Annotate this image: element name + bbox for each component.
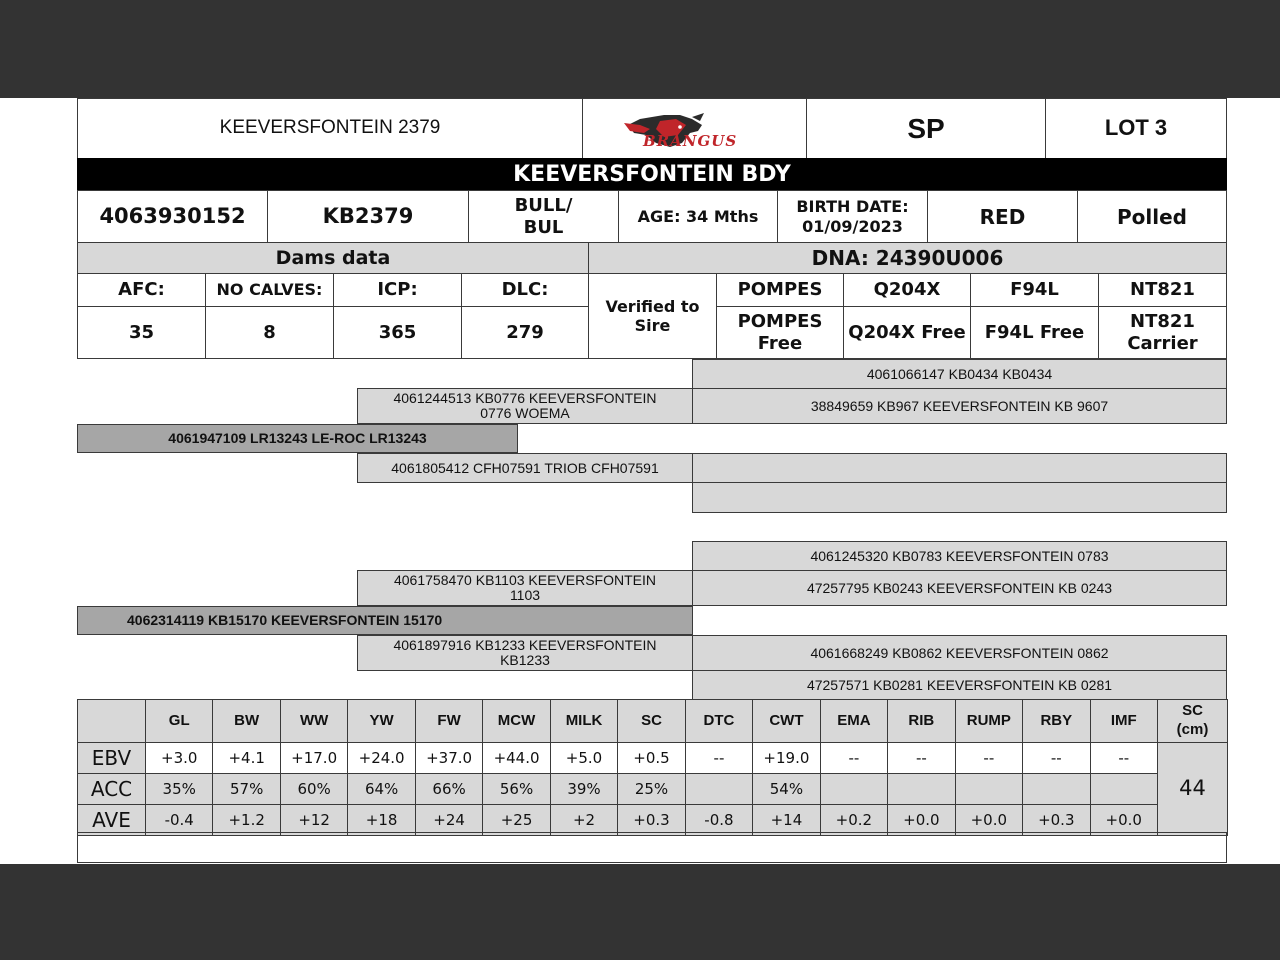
ebv-cell-acc-yw-text: 64% bbox=[364, 780, 399, 798]
f94l-result-text: F94L Free bbox=[984, 321, 1085, 343]
birth-date-label: BIRTH DATE: bbox=[796, 197, 909, 217]
ebv-row-label-ebv bbox=[77, 742, 146, 774]
footer-row bbox=[77, 832, 1227, 863]
pompes-result-line2: Free bbox=[757, 332, 803, 354]
ebv-cell-acc-rib bbox=[887, 773, 955, 805]
ebv-cell-ave-gl-text: -0.4 bbox=[164, 811, 194, 829]
pedigree-sire-sire-sire-text: 4061066147 KB0434 KB0434 bbox=[866, 365, 1053, 382]
dlc-value bbox=[461, 306, 589, 359]
ebv-col-header-bw bbox=[212, 699, 280, 743]
ebv-col-header-milk bbox=[550, 699, 618, 743]
afc-value-text: 35 bbox=[128, 321, 155, 343]
ebv-cell-ebv-dtc-text: -- bbox=[713, 749, 725, 767]
ebv-cell-ave-milk-text: +2 bbox=[572, 811, 596, 829]
pedigree-sire bbox=[77, 424, 518, 453]
ebv-row-label-ebv-text: EBV bbox=[91, 746, 132, 770]
ebv-col-header-milk-text: MILK bbox=[565, 712, 603, 729]
verified-line1: Verified to bbox=[605, 296, 700, 316]
birth-date bbox=[777, 190, 928, 243]
f94l-result bbox=[970, 306, 1099, 359]
icp-value bbox=[333, 306, 462, 359]
ebv-sc-cm-sc-cm-line2: (cm) bbox=[1176, 721, 1209, 738]
ebv-col-header-fw bbox=[415, 699, 483, 743]
pedigree-sire-dam-text: 4061805412 CFH07591 TRIOB CFH07591 bbox=[391, 459, 659, 476]
lot-number bbox=[1045, 98, 1227, 159]
lot-number-text: LOT 3 bbox=[1104, 115, 1168, 141]
pedigree-dam bbox=[77, 606, 693, 635]
f94l-test-name-text: F94L bbox=[1010, 279, 1059, 301]
ebv-cell-acc-milk-text: 39% bbox=[567, 780, 601, 798]
pompes-test-name bbox=[716, 273, 844, 307]
ebv-cell-ebv-gl-text: +3.0 bbox=[161, 749, 198, 767]
ebv-col-header-dtc-text: DTC bbox=[703, 712, 735, 729]
pompes-test-name-text: POMPES bbox=[737, 279, 823, 301]
ebv-cell-ave-sc-text: +0.3 bbox=[633, 811, 670, 829]
ebv-row-label-acc bbox=[77, 773, 146, 805]
ebv-cell-acc-ema bbox=[820, 773, 888, 805]
pedigree-dam-sire bbox=[357, 570, 693, 606]
ebv-cell-ebv-gl bbox=[145, 742, 213, 774]
ebv-cell-acc-milk bbox=[550, 773, 618, 805]
ebv-cell-acc-bw bbox=[212, 773, 280, 805]
dlc-value-text: 279 bbox=[506, 321, 544, 343]
ebv-col-header-mcw bbox=[482, 699, 550, 743]
pedigree-dam-dam-sire bbox=[692, 635, 1227, 671]
pedigree-sire-sire-line1: 4061244513 KB0776 KEEVERSFONTEIN bbox=[393, 390, 657, 407]
brangus-logo bbox=[582, 98, 807, 159]
ebv-cell-ebv-yw bbox=[347, 742, 415, 774]
ebv-cell-acc-rby bbox=[1022, 773, 1090, 805]
ebv-cell-acc-imf bbox=[1090, 773, 1158, 805]
ebv-cell-acc-ww bbox=[280, 773, 348, 805]
no-calves-label-text: NO CALVES: bbox=[216, 280, 323, 300]
ebv-cell-acc-dtc bbox=[685, 773, 753, 805]
ebv-cell-ebv-fw-text: +37.0 bbox=[426, 749, 473, 767]
sex-line1: BULL/ bbox=[514, 194, 573, 216]
ebv-cell-ave-rib-text: +0.0 bbox=[903, 811, 940, 829]
ebv-cell-ebv-imf-text: -- bbox=[1118, 749, 1130, 767]
ebv-col-header-cwt bbox=[752, 699, 820, 743]
ebv-cell-ave-cwt-text: +14 bbox=[770, 811, 803, 829]
pedigree-dam-dam-line2: KB1233 bbox=[500, 652, 550, 668]
ebv-cell-acc-gl-text: 35% bbox=[162, 780, 196, 798]
ebv-cell-ebv-milk bbox=[550, 742, 618, 774]
breeder-banner-text: KEEVERSFONTEIN BDY bbox=[513, 162, 791, 187]
sp-code-text: SP bbox=[907, 112, 945, 144]
no-calves-value-text: 8 bbox=[263, 321, 276, 343]
ebv-cell-ave-rump-text: +0.0 bbox=[970, 811, 1008, 829]
no-calves-value bbox=[205, 306, 334, 359]
breeder-banner bbox=[77, 158, 1227, 191]
ebv-cell-ebv-rib bbox=[887, 742, 955, 774]
ebv-cell-ebv-rib-text: -- bbox=[915, 749, 927, 767]
ebv-cell-ebv-rump-text: -- bbox=[983, 749, 995, 767]
ebv-table bbox=[77, 699, 1227, 835]
ebv-col-header-ww bbox=[280, 699, 348, 743]
pedigree-dam-text: 4062314119 KB15170 KEEVERSFONTEIN 15170 bbox=[127, 612, 443, 629]
sex bbox=[468, 190, 619, 243]
pedigree-sire-sire bbox=[357, 388, 693, 424]
ebv-col-header-gl bbox=[145, 699, 213, 743]
pedigree-dam-dam-line1: 4061897916 KB1233 KEEVERSFONTEIN bbox=[393, 637, 657, 654]
ebv-col-header-imf bbox=[1090, 699, 1158, 743]
verified-line2: Sire bbox=[634, 316, 671, 335]
horn-status-text: Polled bbox=[1117, 204, 1187, 229]
ebv-cell-ebv-sc bbox=[617, 742, 685, 774]
ebv-cell-ebv-imf bbox=[1090, 742, 1158, 774]
icp-value-text: 365 bbox=[378, 321, 417, 343]
ebv-cell-ebv-ww-text: +17.0 bbox=[291, 749, 338, 767]
q204x-result-text: Q204X Free bbox=[848, 321, 966, 343]
ebv-cell-ave-dtc-text: -0.8 bbox=[704, 811, 734, 829]
color bbox=[927, 190, 1078, 243]
registration-number bbox=[77, 190, 268, 243]
ebv-cell-acc-bw-text: 57% bbox=[230, 780, 264, 798]
ebv-col-header-fw-text: FW bbox=[437, 712, 461, 729]
ebv-col-header-sc bbox=[617, 699, 685, 743]
pedigree-dam-sire-sire bbox=[692, 541, 1227, 571]
ebv-col-header-yw-text: YW bbox=[369, 712, 394, 729]
animal-id-text: KB2379 bbox=[322, 203, 414, 228]
ebv-col-header-ww-text: WW bbox=[299, 712, 329, 729]
icp-label bbox=[333, 273, 462, 307]
ebv-corner-cell bbox=[77, 699, 146, 743]
ebv-col-header-rib-text: RIB bbox=[908, 712, 935, 729]
ebv-cell-ave-yw-text: +18 bbox=[365, 811, 398, 829]
afc-value bbox=[77, 306, 206, 359]
dlc-label bbox=[461, 273, 589, 307]
pedigree-dam-sire-sire-text: 4061245320 KB0783 KEEVERSFONTEIN 0783 bbox=[810, 547, 1109, 564]
pedigree-sire-sire-sire bbox=[692, 359, 1227, 389]
ebv-cell-ebv-rump bbox=[955, 742, 1023, 774]
sex-line2: BUL bbox=[523, 216, 564, 238]
ebv-sc-cm-value bbox=[1157, 742, 1228, 836]
pedigree-dam-sire-line1: 4061758470 KB1103 KEEVERSFONTEIN bbox=[393, 572, 656, 589]
pedigree-sire-dam-dam bbox=[692, 482, 1227, 513]
pedigree-sire-dam-sire bbox=[692, 453, 1227, 483]
dams-data-title: Dams data bbox=[275, 246, 391, 269]
ebv-col-header-rib bbox=[887, 699, 955, 743]
ebv-cell-acc-cwt bbox=[752, 773, 820, 805]
animal-name-text: KEEVERSFONTEIN 2379 bbox=[219, 117, 441, 139]
ebv-col-header-bw-text: BW bbox=[234, 712, 260, 729]
dlc-label-text: DLC: bbox=[501, 279, 549, 301]
ebv-cell-acc-ww-text: 60% bbox=[297, 780, 331, 798]
dams-data-header bbox=[77, 242, 589, 274]
pedigree-dam-dam-sire-text: 4061668249 KB0862 KEEVERSFONTEIN 0862 bbox=[810, 644, 1109, 661]
nt821-test-name bbox=[1098, 273, 1227, 307]
ebv-cell-ebv-ww bbox=[280, 742, 348, 774]
ebv-cell-acc-yw bbox=[347, 773, 415, 805]
ebv-cell-ebv-sc-text: +0.5 bbox=[633, 749, 670, 767]
ebv-col-header-rby-text: RBY bbox=[1040, 712, 1073, 729]
ebv-sc-cm-value-text: 44 bbox=[1179, 776, 1206, 801]
age-text: AGE: 34 Mths bbox=[637, 206, 759, 226]
nt821-result bbox=[1098, 306, 1227, 359]
ebv-cell-ave-imf-text: +0.0 bbox=[1105, 811, 1142, 829]
ebv-cell-ebv-mcw-text: +44.0 bbox=[493, 749, 540, 767]
horn-status bbox=[1077, 190, 1227, 243]
sp-code bbox=[806, 98, 1046, 159]
pedigree-dam-dam-dam bbox=[692, 670, 1227, 700]
ebv-cell-acc-fw-text: 66% bbox=[432, 780, 466, 798]
nt821-result-line1: NT821 bbox=[1130, 310, 1195, 332]
pedigree-dam-sire-dam-text: 47257795 KB0243 KEEVERSFONTEIN KB 0243 bbox=[806, 579, 1113, 596]
ebv-cell-acc-mcw bbox=[482, 773, 550, 805]
ebv-cell-ebv-rby-text: -- bbox=[1050, 749, 1062, 767]
ebv-cell-ave-rby-text: +0.3 bbox=[1038, 811, 1075, 829]
no-calves-label bbox=[205, 273, 334, 307]
pedigree-dam-sire-dam bbox=[692, 570, 1227, 606]
registration-number-text: 4063930152 bbox=[99, 203, 246, 228]
ebv-col-header-imf-text: IMF bbox=[1110, 712, 1137, 729]
ebv-cell-ave-mcw-text: +25 bbox=[500, 811, 533, 829]
nt821-test-name-text: NT821 bbox=[1130, 279, 1195, 301]
nt821-result-line2: Carrier bbox=[1127, 332, 1198, 354]
ebv-cell-ave-fw-text: +24 bbox=[433, 811, 465, 829]
ebv-col-header-sc-cm bbox=[1157, 699, 1228, 743]
ebv-cell-ebv-rby bbox=[1022, 742, 1090, 774]
ebv-cell-acc-gl bbox=[145, 773, 213, 805]
animal-name bbox=[77, 98, 583, 159]
ebv-cell-ave-bw-text: +1.2 bbox=[228, 811, 265, 829]
ebv-cell-ebv-milk-text: +5.0 bbox=[565, 749, 603, 767]
f94l-test-name bbox=[970, 273, 1099, 307]
pedigree-sire-sire-line2: 0776 WOEMA bbox=[480, 405, 570, 421]
pedigree-dam-sire-line2: 1103 bbox=[509, 587, 541, 603]
ebv-col-header-mcw-text: MCW bbox=[497, 712, 536, 729]
ebv-cell-ebv-cwt-text: +19.0 bbox=[763, 749, 810, 767]
ebv-col-header-ema bbox=[820, 699, 888, 743]
age bbox=[618, 190, 778, 243]
verified-to-sire bbox=[588, 273, 717, 359]
icp-label-text: ICP: bbox=[377, 279, 418, 301]
color-text: RED bbox=[979, 204, 1026, 229]
pedigree-dam-dam-dam-text: 47257571 KB0281 KEEVERSFONTEIN KB 0281 bbox=[806, 676, 1113, 693]
ebv-cell-ebv-cwt bbox=[752, 742, 820, 774]
afc-label bbox=[77, 273, 206, 307]
ebv-cell-ebv-bw-text: +4.1 bbox=[228, 749, 265, 767]
q204x-test-name-text: Q204X bbox=[873, 279, 941, 301]
pompes-result bbox=[716, 306, 844, 359]
ebv-cell-ebv-dtc bbox=[685, 742, 753, 774]
ebv-cell-ebv-mcw bbox=[482, 742, 550, 774]
q204x-result bbox=[843, 306, 971, 359]
pedigree-sire-sire-dam-text: 38849659 KB967 KEEVERSFONTEIN KB 9607 bbox=[810, 397, 1109, 414]
ebv-cell-ebv-ema bbox=[820, 742, 888, 774]
ebv-cell-acc-sc-text: 25% bbox=[634, 780, 669, 798]
ebv-row-label-acc-text: ACC bbox=[90, 777, 133, 801]
afc-label-text: AFC: bbox=[118, 279, 165, 301]
ebv-cell-ave-ww-text: +12 bbox=[298, 811, 330, 829]
ebv-col-header-rump-text: RUMP bbox=[966, 712, 1011, 729]
ebv-row-label-ave-text: AVE bbox=[92, 808, 131, 832]
birth-date-value: 01/09/2023 bbox=[802, 216, 903, 236]
ebv-cell-ebv-yw-text: +24.0 bbox=[358, 749, 405, 767]
pedigree-sire-sire-dam bbox=[692, 388, 1227, 424]
ebv-col-header-gl-text: GL bbox=[168, 712, 190, 729]
ebv-cell-acc-mcw-text: 56% bbox=[499, 780, 534, 798]
ebv-col-header-sc-text: SC bbox=[641, 712, 662, 729]
lot-sheet bbox=[0, 98, 1280, 864]
ebv-cell-ebv-bw bbox=[212, 742, 280, 774]
pedigree-sire-dam bbox=[357, 453, 693, 483]
ebv-col-header-rby bbox=[1022, 699, 1090, 743]
animal-id bbox=[267, 190, 469, 243]
ebv-cell-ebv-fw bbox=[415, 742, 483, 774]
ebv-cell-acc-rump bbox=[955, 773, 1023, 805]
ebv-cell-ave-ema-text: +0.2 bbox=[835, 811, 873, 829]
pedigree-dam-dam bbox=[357, 635, 693, 671]
ebv-col-header-cwt-text: CWT bbox=[769, 712, 804, 729]
ebv-cell-ebv-ema-text: -- bbox=[848, 749, 860, 767]
q204x-test-name bbox=[843, 273, 971, 307]
ebv-col-header-yw bbox=[347, 699, 415, 743]
ebv-sc-cm-sc-cm-line1: SC bbox=[1182, 702, 1203, 720]
pedigree-sire-text: 4061947109 LR13243 LE-ROC LR13243 bbox=[168, 430, 427, 447]
ebv-col-header-rump bbox=[955, 699, 1023, 743]
pompes-result-line1: POMPES bbox=[737, 310, 823, 332]
ebv-col-header-dtc bbox=[685, 699, 753, 743]
dna-header bbox=[588, 242, 1227, 274]
ebv-col-header-ema-text: EMA bbox=[837, 712, 871, 729]
dna-title: DNA: 24390U006 bbox=[811, 246, 1004, 270]
ebv-cell-acc-fw bbox=[415, 773, 483, 805]
ebv-cell-acc-sc bbox=[617, 773, 685, 805]
brangus-logo-text: BRANGUS bbox=[643, 132, 738, 150]
ebv-cell-acc-cwt-text: 54% bbox=[769, 780, 804, 798]
